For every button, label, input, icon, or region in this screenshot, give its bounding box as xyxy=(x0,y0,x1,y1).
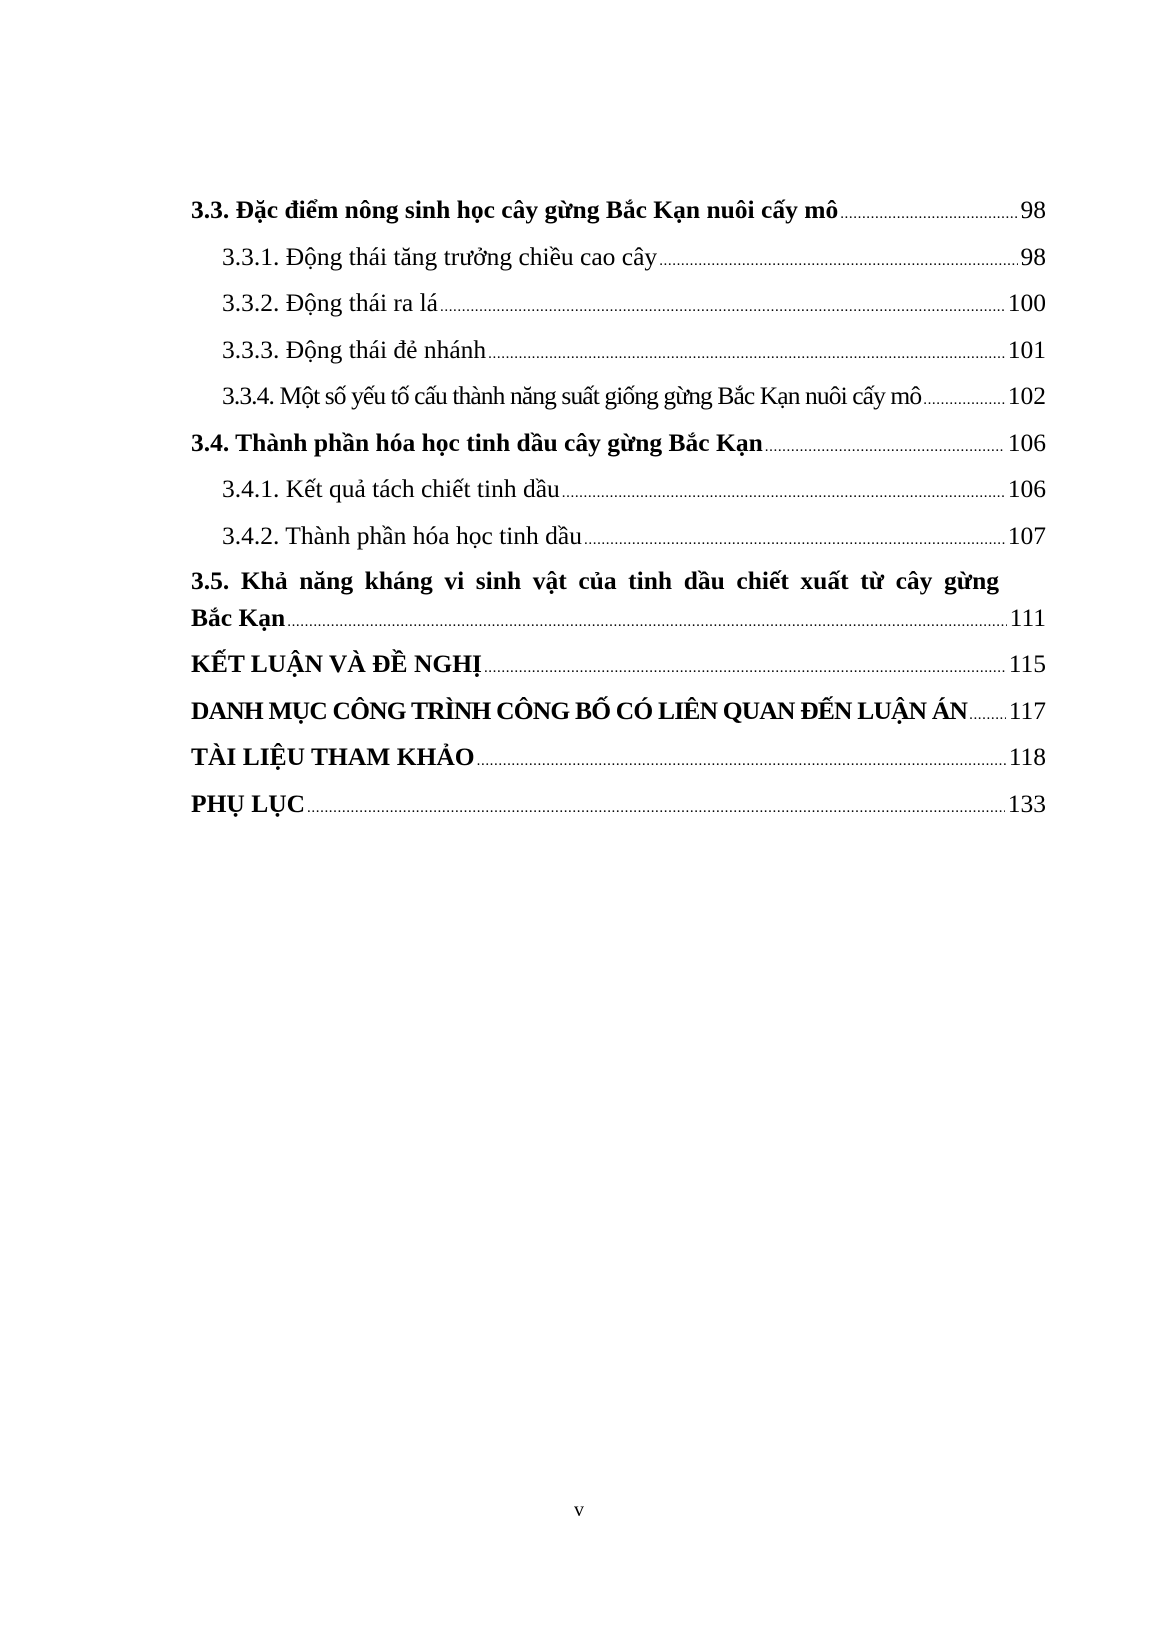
toc-entry-3-4-1[interactable] xyxy=(191,466,1046,513)
toc-entry-publications[interactable] xyxy=(191,688,1046,735)
toc-dot-leader xyxy=(584,517,1005,564)
toc-entry-3-5[interactable] xyxy=(191,562,1046,641)
toc-entry-page: 111 xyxy=(1009,603,1046,632)
toc-entry-title: 3.3.3. Động thái đẻ nhánh xyxy=(222,334,487,364)
toc-entry-title: TÀI LIỆU THAM KHẢO xyxy=(191,742,475,771)
toc-entry-page: 117 xyxy=(1008,695,1046,725)
toc-entry-title-line2: Bắc Kạn xyxy=(191,603,286,632)
toc-entry-title: PHỤ LỤC xyxy=(191,788,306,818)
toc-entry-title-line1: 3.5. Khả năng kháng vi sinh vật của tinh dầu chiết xuất từ cây gừng xyxy=(191,566,999,595)
toc-dot-leader xyxy=(765,424,1005,471)
toc-entry-3-3-1[interactable] xyxy=(191,234,1046,281)
toc-entry-title: DANH MỤC CÔNG TRÌNH CÔNG BỐ CÓ LIÊN QUAN ĐẾN LUẬN ÁN xyxy=(191,695,968,725)
toc-dot-leader xyxy=(969,692,1006,739)
toc-entry-page: 107 xyxy=(1007,520,1046,550)
toc-dot-leader xyxy=(440,284,1005,331)
toc-entry-3-3-3[interactable] xyxy=(191,327,1046,374)
toc-entry-page: 115 xyxy=(1008,649,1046,678)
toc-entry-title: 3.3.4. Một số yếu tố cấu thành năng suất giống gừng Bắc Kạn nuôi cấy mô xyxy=(222,381,922,410)
toc-entry-title: KẾT LUẬN VÀ ĐỀ NGHỊ xyxy=(191,649,482,678)
toc-entry-page: 106 xyxy=(1007,474,1046,503)
table-of-contents xyxy=(191,187,1046,827)
toc-entry-title: 3.3.2. Động thái ra lá xyxy=(222,288,438,317)
toc-entry-title: 3.3.1. Động thái tăng trưởng chiều cao cây xyxy=(222,241,658,271)
toc-entry-page: 100 xyxy=(1007,288,1046,317)
toc-dot-leader xyxy=(307,785,1005,832)
toc-entry-3-3-4[interactable] xyxy=(191,373,1046,420)
page-number: v xyxy=(574,1499,584,1521)
toc-entry-page: 106 xyxy=(1007,427,1046,457)
toc-entry-3-4-2[interactable] xyxy=(191,513,1046,560)
toc-dot-leader xyxy=(562,470,1005,517)
toc-entry-page: 98 xyxy=(1020,195,1046,224)
toc-entry-page: 118 xyxy=(1008,742,1046,771)
toc-dot-leader xyxy=(477,738,1006,785)
toc-entry-page: 98 xyxy=(1020,241,1046,271)
toc-dot-leader xyxy=(488,331,1005,378)
toc-dot-leader xyxy=(484,645,1006,692)
toc-entry-page: 102 xyxy=(1007,381,1046,410)
toc-entry-title: 3.4.1. Kết quả tách chiết tinh dầu xyxy=(222,474,560,503)
toc-entry-title: 3.4. Thành phần hóa học tinh dầu cây gừng Bắc Kạn xyxy=(191,427,763,457)
toc-entry-references[interactable] xyxy=(191,734,1046,781)
toc-entry-3-3[interactable] xyxy=(191,187,1046,234)
toc-dot-leader xyxy=(840,191,1017,238)
toc-entry-appendix[interactable] xyxy=(191,781,1046,828)
toc-entry-title: 3.4.2. Thành phần hóa học tinh dầu xyxy=(222,520,583,550)
toc-entry-conclusion[interactable] xyxy=(191,641,1046,688)
toc-dot-leader xyxy=(923,377,1005,424)
toc-entry-page: 101 xyxy=(1007,334,1046,364)
toc-entry-3-3-2[interactable] xyxy=(191,280,1046,327)
toc-entry-page: 133 xyxy=(1007,788,1046,818)
toc-entry-3-4[interactable] xyxy=(191,420,1046,467)
toc-dot-leader xyxy=(287,604,1006,641)
toc-entry-title: 3.3. Đặc điểm nông sinh học cây gừng Bắc Kạn nuôi cấy mô xyxy=(191,195,839,224)
toc-dot-leader xyxy=(659,238,1017,285)
